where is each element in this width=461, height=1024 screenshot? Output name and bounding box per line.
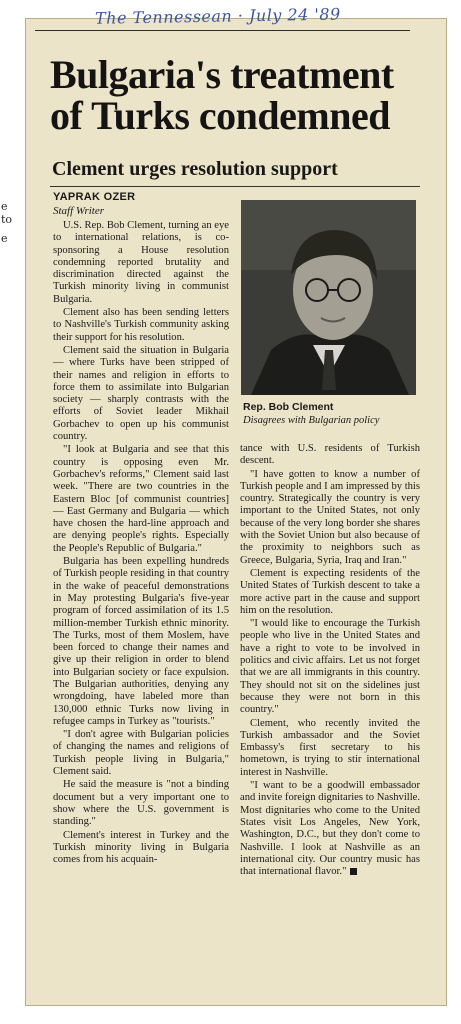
paragraph: "I would like to encourage the Turkish people who live in the United States and have a right to vote to be involved in politics and civic affairs. Let us not forget that we are all immigrants in this country. They should not sit on the sidelines just because they were not born in this country." bbox=[240, 618, 420, 716]
paragraph: U.S. Rep. Bob Clement, turning an eye to international relations, is co-sponsoring a House resolution condemning reported brutality and discrimination directed against the Turkish minority living in communist Bulgaria. bbox=[53, 220, 229, 305]
paragraph: Bulgaria has been expelling hundreds of Turkish people residing in that country in the wake of peaceful demonstrations in May protesting Bulgaria's five-year program of forced assimilation of its 1.5 million-member Turkish ethnic minority. The Turks, most of them Moslem, have been forced to change their names and give up their religion in order to blend into Bulgarian society or face expulsion. The Bulgarian authorities, denying any wrongdoing, have labeled more than 130,000 ethnic Turks now living in refugee camps in Turkey as "tourists." bbox=[53, 556, 229, 727]
paragraph bbox=[240, 780, 420, 878]
margin-fragment: to bbox=[1, 213, 13, 226]
margin-fragment: e bbox=[1, 232, 8, 245]
portrait-photo bbox=[241, 200, 416, 395]
divider bbox=[50, 186, 420, 187]
paragraph: "I look at Bulgaria and see that this country is opposing even Mr. Gorbachev's reforms," Clement said last week. "There are two countries in the Eastern Bloc [of communist countries] — East Germany and Bulgaria — which have chosen the hard-line approach and are denying people's rights. Especially the People's Republic of Bulgaria." bbox=[53, 444, 229, 554]
article-column-1 bbox=[53, 220, 229, 867]
byline: YAPRAK OZER bbox=[53, 191, 136, 203]
byline-role: Staff Writer bbox=[53, 205, 105, 217]
paragraph: Clement also has been sending letters to Nashville's Turkish community asking their support for his resolution. bbox=[53, 307, 229, 343]
headline: Bulgaria's treatment of Turks condemned bbox=[50, 52, 394, 138]
portrait-image bbox=[241, 200, 416, 395]
paragraph: Clement's interest in Turkey and the Turkish minority living in Bulgaria comes from his acquain- bbox=[53, 829, 229, 866]
paragraph: Clement said the situation in Bulgaria — where Turks have been stripped of their names and religion in efforts to force them to assimilate into Bulgarian society — sharply contrasts with the efforts of Soviet leader Mikhail Gorbachev to open up his communist country. bbox=[53, 344, 229, 443]
paragraph: He said the measure is "not a binding document but a very important one to show where the U.S. government is standing." bbox=[53, 779, 229, 828]
top-border-rule bbox=[35, 30, 410, 31]
paragraph-text: "I want to be a goodwill embassador and invite foreign dignitaries to Nashville. Most dignitaries who come to the United States visit Los Angeles, New York, Washington, D.C., but they don't come to Nashville. I look at Nashville as an international city. Our country music has that international flavor." bbox=[240, 780, 420, 878]
paragraph: Clement, who recently invited the Turkish ambassador and the Soviet Embassy's first secretary to his hometown, is trying to stir international interest in Nashville. bbox=[240, 717, 420, 778]
paragraph: Clement is expecting residents of the United States of Turkish descent to take a more active part in the cause and support him on the resolution. bbox=[240, 567, 420, 616]
subheadline: Clement urges resolution support bbox=[52, 158, 338, 180]
end-of-article-mark bbox=[350, 868, 357, 875]
paragraph: "I don't agree with Bulgarian policies of changing the names and religions of Turkish people living in Bulgaria," Clement said. bbox=[53, 729, 229, 778]
margin-fragment: e bbox=[1, 200, 8, 213]
paragraph: "I have gotten to know a number of Turkish people and I am impressed by this country. Strategically the country is very important to the United States, not only because of the very long border she shares with the Soviet Union but also because of the proximity to neighbors such as Greece, Bulgaria, Syria, Iraq and Iran." bbox=[240, 468, 420, 566]
photo-caption-description: Disagrees with Bulgarian policy bbox=[243, 415, 380, 426]
handwritten-date-note: The Tennessean · July 24 '89 bbox=[94, 4, 341, 28]
paragraph: tance with U.S. residents of Turkish descent. bbox=[240, 443, 420, 467]
photo-caption-name: Rep. Bob Clement bbox=[243, 401, 334, 413]
article-column-2 bbox=[240, 443, 420, 879]
